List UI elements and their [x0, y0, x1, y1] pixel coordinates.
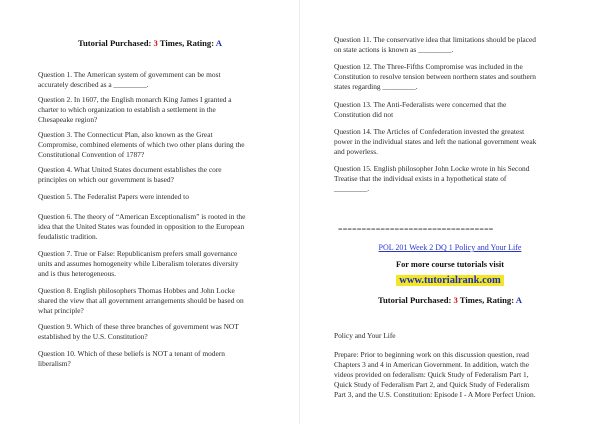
question-line: idea that the United States was founded in opposition to the European [38, 222, 245, 231]
rating-value: A [215, 38, 222, 48]
question-line: principles on which our government is based? [38, 175, 174, 184]
question-line: charter to which organization to establish a settlement in the [38, 105, 216, 114]
prepare-line: Chapters 3 and 4 in American Government. In addition, watch the [334, 360, 529, 369]
question-item [334, 127, 536, 157]
purchase-label: Tutorial Purchased: [78, 38, 154, 48]
prepare-paragraph [334, 350, 536, 400]
prepare-line: Quick Study of Federalism Part 2, and Quick Study of Federalism [334, 380, 530, 389]
section-heading: Policy and Your Life [334, 331, 396, 340]
question-line: Question 3. The Connecticut Plan, also known as the Great [38, 130, 213, 139]
question-line: liberalism? [38, 359, 71, 368]
question-item [38, 95, 232, 125]
more-tutorials-text: For more course tutorials visit [395, 260, 505, 269]
question-line: power in the individual states and left the national government weak [334, 137, 537, 146]
question-line: Question 4. What United States document establishes the core [38, 165, 222, 174]
question-line: on state actions is known as _________. [334, 45, 454, 54]
separator-line: ================================= [338, 225, 494, 234]
question-line: Constitution did not [334, 110, 394, 119]
site-link[interactable] [300, 275, 600, 286]
question-line: and powerless. [334, 147, 378, 156]
question-item [334, 35, 536, 55]
purchase-count: 3 [153, 38, 158, 48]
question-line: established by the U.S. Constitution? [38, 332, 148, 341]
question-line: Question 1. The American system of government can be most [38, 70, 221, 79]
question-line: Question 11. The conservative idea that limitations should be placed [334, 35, 536, 44]
question-line: what principle? [38, 306, 84, 315]
question-line: Question 6. The theory of “American Exceptionalism” is rooted in the [38, 212, 246, 221]
purchase-label: Tutorial Purchased: [378, 295, 454, 305]
question-line: shared the view that all government arrangements should be based on [38, 296, 244, 305]
question-line: Question 8. English philosophers Thomas Hobbes and John Locke [38, 286, 235, 295]
question-line: Question 7. True or False: Republicanism prefers small governance [38, 249, 238, 258]
question-line: Chesapeake region? [38, 115, 98, 124]
question-item [38, 249, 239, 279]
prepare-line: Prepare: Prior to beginning work on this discussion question, read [334, 350, 530, 359]
site-url[interactable]: www.tutorialrank.com [396, 275, 504, 286]
prepare-line: Part 3, and the U.S. Constitution: Episode I - A More Perfect Union. [334, 390, 536, 399]
question-line: Compromise, combined elements of which two other plans during the [38, 140, 245, 149]
purchase-summary-bottom [300, 295, 600, 305]
prepare-line: videos provided on federalism: Quick Study of Federalism Part 1, [334, 370, 529, 379]
question-line: accurately described as a _________. [38, 80, 149, 89]
question-line: states regarding _________. [334, 82, 418, 91]
question-line: Question 10. Which of these beliefs is NOT a tenant of modern [38, 349, 225, 358]
purchase-count: 3 [453, 295, 458, 305]
question-item [38, 165, 222, 185]
question-item [38, 130, 245, 160]
question-line: units and assumes homogeneity while Liberalism tolerates diversity [38, 259, 239, 268]
question-item [38, 322, 239, 342]
question-line: Question 5. The Federalist Papers were intended to [38, 192, 189, 201]
question-item [334, 164, 529, 194]
question-item [38, 70, 221, 90]
question-item [334, 62, 536, 92]
question-item [38, 286, 244, 316]
question-line: Constitutional Convention of 1787? [38, 150, 145, 159]
rating-label: Times, Rating: [157, 38, 216, 48]
question-line: _________. [334, 184, 370, 193]
question-item [38, 349, 225, 369]
course-link[interactable]: POL 201 Week 2 DQ 1 Policy and Your Life [378, 243, 522, 252]
question-item [334, 100, 506, 120]
rating-label: Times, Rating: [457, 295, 516, 305]
purchase-summary-top [0, 38, 300, 48]
question-line: Question 9. Which of these three branches of government was NOT [38, 322, 239, 331]
question-line: Question 15. English philosopher John Locke wrote in his Second [334, 164, 530, 173]
question-line: Question 12. The Three-Fifths Compromise was included in the [334, 62, 523, 71]
question-line: and is thus heterogeneous. [38, 269, 116, 278]
question-line: feudalistic tradition. [38, 232, 98, 241]
question-item [38, 212, 245, 242]
question-line: Question 13. The Anti-Federalists were concerned that the [334, 100, 507, 109]
question-line: Constitution to resolve tension between northern states and southern [334, 72, 536, 81]
rating-value: A [515, 295, 522, 305]
question-line: Question 14. The Articles of Confederation invested the greatest [334, 127, 525, 136]
question-line: Question 2. In 1607, the English monarch King James I granted a [38, 95, 232, 104]
question-item [38, 192, 189, 202]
question-line: Treatise that the individual exists in a hypothetical state of [334, 174, 507, 183]
